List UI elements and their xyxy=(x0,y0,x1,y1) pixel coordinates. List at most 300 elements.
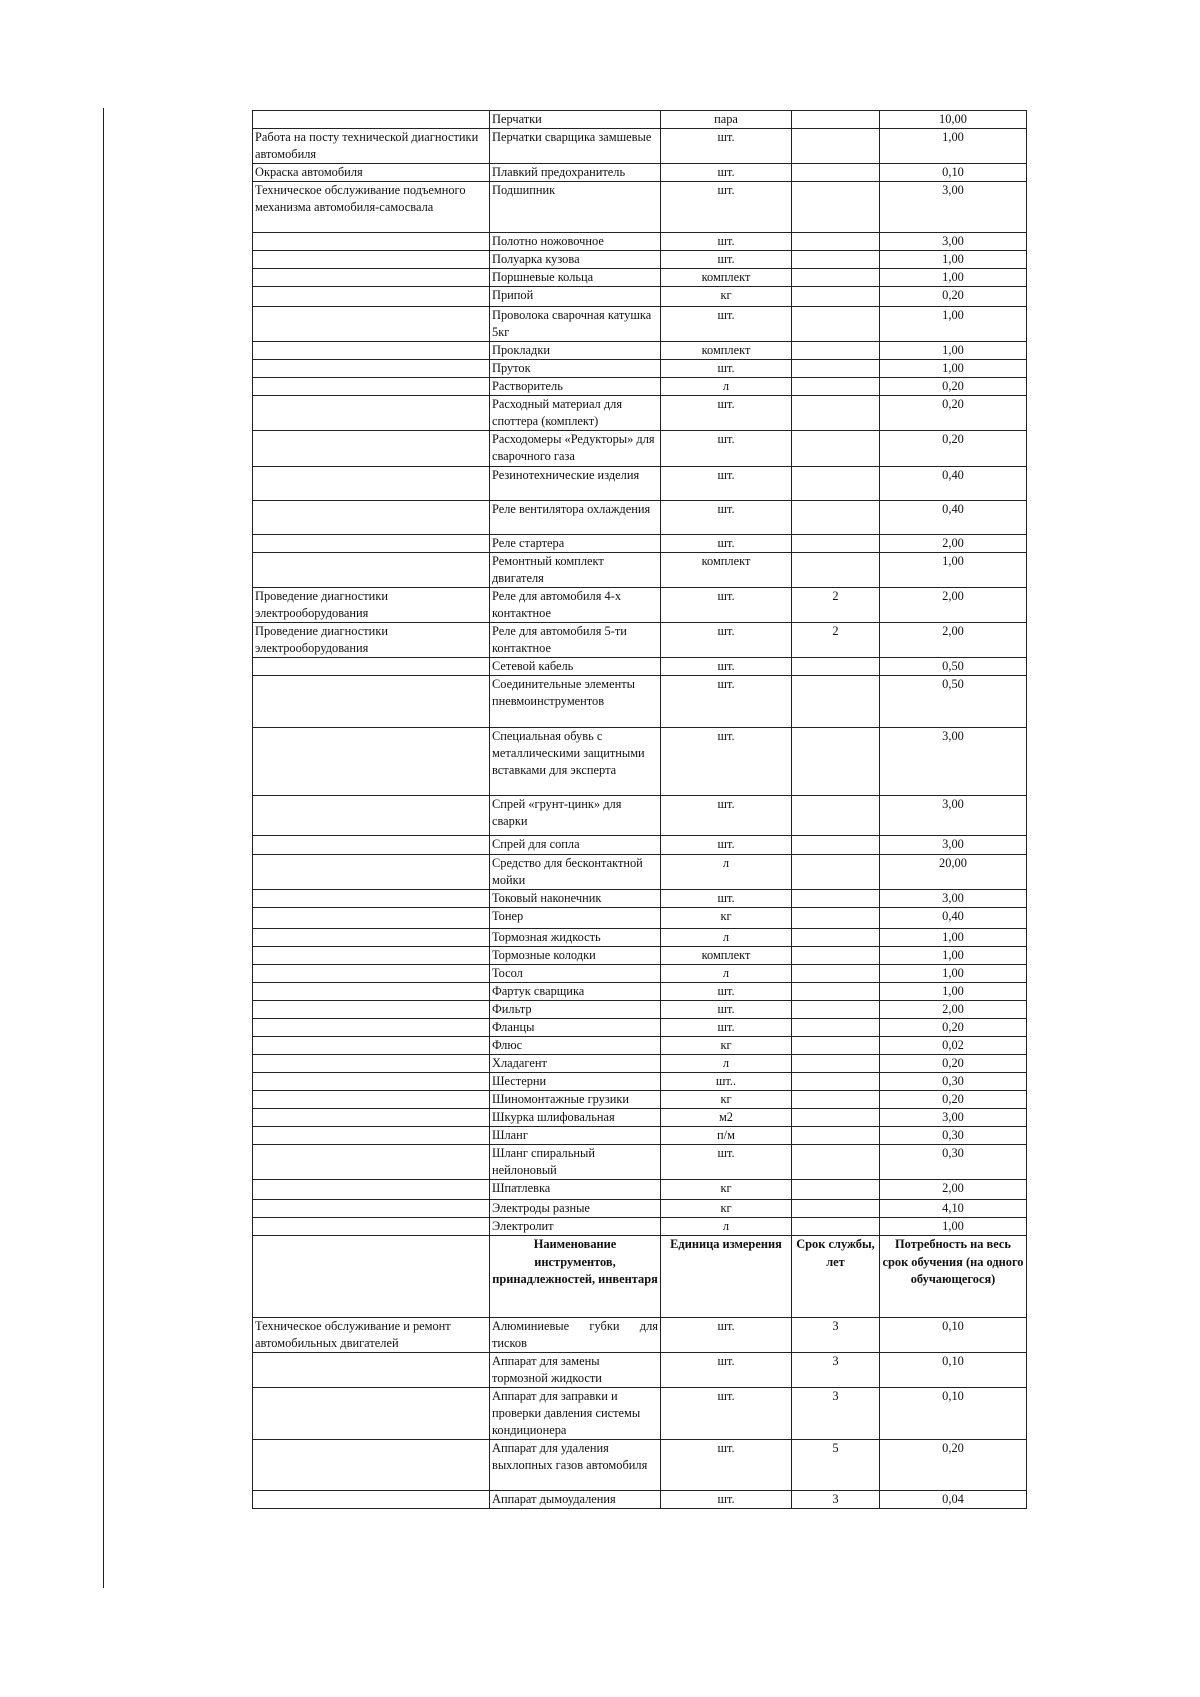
section-cell: Техническое обслуживание подъемного механизма автомобиля-самосвала xyxy=(253,182,490,233)
section-cell xyxy=(253,855,490,890)
unit-cell: шт. xyxy=(661,164,792,182)
material-row xyxy=(253,1218,1027,1236)
need-cell: 1,00 xyxy=(880,251,1027,269)
need-cell: 0,10 xyxy=(880,1318,1027,1353)
material-row xyxy=(253,307,1027,342)
term-cell xyxy=(792,1055,880,1073)
name-cell: Электролит xyxy=(490,1218,661,1236)
need-cell: 0,10 xyxy=(880,1388,1027,1440)
material-row xyxy=(253,501,1027,535)
section-cell xyxy=(253,728,490,796)
need-cell: 2,00 xyxy=(880,1001,1027,1019)
name-cell: Полуарка кузова xyxy=(490,251,661,269)
need-cell: 2,00 xyxy=(880,588,1027,623)
unit-cell: шт. xyxy=(661,501,792,535)
term-cell xyxy=(792,182,880,233)
unit-cell: шт. xyxy=(661,983,792,1001)
name-cell: Фильтр xyxy=(490,1001,661,1019)
header-name-cell: Наименование инструментов, принадлежностей, инвентаря xyxy=(490,1236,661,1318)
section-cell xyxy=(253,1218,490,1236)
term-cell xyxy=(792,947,880,965)
material-row xyxy=(253,1200,1027,1218)
unit-cell: л xyxy=(661,965,792,983)
header-term-cell: Срок службы, лет xyxy=(792,1236,880,1318)
material-row xyxy=(253,983,1027,1001)
unit-cell: кг xyxy=(661,1180,792,1200)
material-row xyxy=(253,111,1027,129)
tool-row xyxy=(253,1491,1027,1509)
material-row xyxy=(253,269,1027,287)
name-cell: Проволока сварочная катушка 5кг xyxy=(490,307,661,342)
unit-cell: шт. xyxy=(661,1145,792,1180)
name-cell: Флюс xyxy=(490,1037,661,1055)
need-cell: 1,00 xyxy=(880,360,1027,378)
need-cell: 1,00 xyxy=(880,1218,1027,1236)
need-cell: 0,20 xyxy=(880,431,1027,467)
material-row xyxy=(253,1145,1027,1180)
term-cell xyxy=(792,360,880,378)
material-row xyxy=(253,535,1027,553)
need-cell: 1,00 xyxy=(880,965,1027,983)
section-cell xyxy=(253,1019,490,1037)
term-cell xyxy=(792,233,880,251)
unit-cell: шт. xyxy=(661,836,792,855)
need-cell: 2,00 xyxy=(880,535,1027,553)
term-cell: 5 xyxy=(792,1440,880,1491)
unit-cell: шт. xyxy=(661,658,792,676)
material-row xyxy=(253,1019,1027,1037)
name-cell: Подшипник xyxy=(490,182,661,233)
section-cell xyxy=(253,431,490,467)
section-cell xyxy=(253,378,490,396)
term-cell xyxy=(792,307,880,342)
need-cell: 10,00 xyxy=(880,111,1027,129)
term-cell xyxy=(792,676,880,728)
name-cell: Аппарат для замены тормозной жидкости xyxy=(490,1353,661,1388)
need-cell: 3,00 xyxy=(880,728,1027,796)
term-cell: 3 xyxy=(792,1491,880,1509)
need-cell: 3,00 xyxy=(880,836,1027,855)
section-cell xyxy=(253,233,490,251)
need-cell: 0,10 xyxy=(880,1353,1027,1388)
material-row xyxy=(253,658,1027,676)
need-cell: 0,30 xyxy=(880,1127,1027,1145)
term-cell xyxy=(792,1019,880,1037)
term-cell xyxy=(792,111,880,129)
section-cell xyxy=(253,676,490,728)
material-row xyxy=(253,360,1027,378)
term-cell: 3 xyxy=(792,1318,880,1353)
material-row xyxy=(253,467,1027,501)
section-cell xyxy=(253,467,490,501)
material-row xyxy=(253,1055,1027,1073)
tool-row xyxy=(253,1440,1027,1491)
unit-cell: шт. xyxy=(661,360,792,378)
term-cell xyxy=(792,965,880,983)
unit-cell: шт. xyxy=(661,307,792,342)
name-cell: Шестерни xyxy=(490,1073,661,1091)
need-cell: 1,00 xyxy=(880,929,1027,947)
name-cell: Тонер xyxy=(490,908,661,929)
materials-table xyxy=(252,110,1027,1509)
section-cell xyxy=(253,1440,490,1491)
section-cell xyxy=(253,1180,490,1200)
name-cell: Спрей «грунт-цинк» для сварки xyxy=(490,796,661,836)
term-cell xyxy=(792,796,880,836)
unit-cell: шт. xyxy=(661,129,792,164)
need-cell: 1,00 xyxy=(880,269,1027,287)
term-cell xyxy=(792,396,880,431)
material-row xyxy=(253,965,1027,983)
term-cell xyxy=(792,728,880,796)
section-cell xyxy=(253,1388,490,1440)
material-row xyxy=(253,182,1027,233)
unit-cell: шт. xyxy=(661,431,792,467)
section-cell xyxy=(253,307,490,342)
term-cell xyxy=(792,983,880,1001)
term-cell xyxy=(792,269,880,287)
unit-cell: шт. xyxy=(661,233,792,251)
section-cell xyxy=(253,1491,490,1509)
name-cell: Расходный материал для споттера (комплект) xyxy=(490,396,661,431)
unit-cell: кг xyxy=(661,1200,792,1218)
unit-cell: шт.. xyxy=(661,1073,792,1091)
need-cell: 20,00 xyxy=(880,855,1027,890)
term-cell: 2 xyxy=(792,623,880,658)
term-cell xyxy=(792,431,880,467)
term-cell xyxy=(792,658,880,676)
section-cell xyxy=(253,396,490,431)
name-cell: Шпатлевка xyxy=(490,1180,661,1200)
section-cell xyxy=(253,1055,490,1073)
section-cell xyxy=(253,553,490,588)
unit-cell: л xyxy=(661,929,792,947)
name-cell: Ремонтный комплект двигателя xyxy=(490,553,661,588)
need-cell: 0,40 xyxy=(880,501,1027,535)
section-cell xyxy=(253,1353,490,1388)
unit-cell: л xyxy=(661,378,792,396)
unit-cell: кг xyxy=(661,908,792,929)
name-cell: Аппарат дымоудаления xyxy=(490,1491,661,1509)
need-cell: 1,00 xyxy=(880,129,1027,164)
material-row xyxy=(253,1180,1027,1200)
material-row xyxy=(253,796,1027,836)
name-cell: Аппарат для заправки и проверки давления системы кондиционера xyxy=(490,1388,661,1440)
section-cell xyxy=(253,1127,490,1145)
need-cell: 3,00 xyxy=(880,233,1027,251)
material-row xyxy=(253,342,1027,360)
section-cell xyxy=(253,796,490,836)
tool-row xyxy=(253,1318,1027,1353)
unit-cell: л xyxy=(661,1055,792,1073)
term-cell xyxy=(792,1091,880,1109)
unit-cell: кг xyxy=(661,1091,792,1109)
section-cell xyxy=(253,251,490,269)
unit-cell: л xyxy=(661,855,792,890)
need-cell: 0,02 xyxy=(880,1037,1027,1055)
name-cell: Резинотехнические изделия xyxy=(490,467,661,501)
material-row xyxy=(253,908,1027,929)
section-cell xyxy=(253,1037,490,1055)
unit-cell: шт. xyxy=(661,1318,792,1353)
need-cell: 0,50 xyxy=(880,658,1027,676)
name-cell: Расходомеры «Редукторы» для сварочного газа xyxy=(490,431,661,467)
term-cell xyxy=(792,1109,880,1127)
name-cell: Реле стартера xyxy=(490,535,661,553)
name-cell: Аппарат для удаления выхлопных газов автомобиля xyxy=(490,1440,661,1491)
section-cell xyxy=(253,983,490,1001)
name-cell: Перчатки xyxy=(490,111,661,129)
name-cell: Алюминиевые губки для тисков xyxy=(490,1318,661,1353)
unit-cell: шт. xyxy=(661,676,792,728)
section-cell xyxy=(253,342,490,360)
material-row xyxy=(253,553,1027,588)
section-cell xyxy=(253,908,490,929)
need-cell: 1,00 xyxy=(880,983,1027,1001)
header-unit-cell: Единица измерения xyxy=(661,1236,792,1318)
name-cell: Тормозная жидкость xyxy=(490,929,661,947)
unit-cell: шт. xyxy=(661,251,792,269)
term-cell xyxy=(792,1180,880,1200)
unit-cell: шт. xyxy=(661,1491,792,1509)
need-cell: 2,00 xyxy=(880,623,1027,658)
section-cell: Проведение диагностики электрооборудования xyxy=(253,623,490,658)
need-cell: 2,00 xyxy=(880,1180,1027,1200)
need-cell: 1,00 xyxy=(880,342,1027,360)
section-cell xyxy=(253,658,490,676)
name-cell: Сетевой кабель xyxy=(490,658,661,676)
tool-row xyxy=(253,1353,1027,1388)
unit-cell: шт. xyxy=(661,396,792,431)
term-cell xyxy=(792,129,880,164)
name-cell: Электроды разные xyxy=(490,1200,661,1218)
section-cell: Техническое обслуживание и ремонт автомобильных двигателей xyxy=(253,1318,490,1353)
term-cell xyxy=(792,164,880,182)
unit-cell: шт. xyxy=(661,796,792,836)
need-cell: 0,30 xyxy=(880,1145,1027,1180)
term-cell xyxy=(792,908,880,929)
section-cell xyxy=(253,111,490,129)
need-cell: 1,00 xyxy=(880,553,1027,588)
material-row xyxy=(253,1109,1027,1127)
material-row xyxy=(253,129,1027,164)
name-cell: Тосол xyxy=(490,965,661,983)
name-cell: Фартук сварщика xyxy=(490,983,661,1001)
material-row xyxy=(253,233,1027,251)
need-cell: 0,40 xyxy=(880,908,1027,929)
name-cell: Шланг спиральный нейлоновый xyxy=(490,1145,661,1180)
section-cell xyxy=(253,965,490,983)
material-row xyxy=(253,1091,1027,1109)
name-cell: Реле для автомобиля 4-х контактное xyxy=(490,588,661,623)
unit-cell: шт. xyxy=(661,1353,792,1388)
section-cell xyxy=(253,836,490,855)
section-cell xyxy=(253,360,490,378)
section-cell xyxy=(253,501,490,535)
term-cell: 3 xyxy=(792,1388,880,1440)
section-cell xyxy=(253,890,490,908)
tool-row xyxy=(253,1388,1027,1440)
name-cell: Хладагент xyxy=(490,1055,661,1073)
term-cell xyxy=(792,467,880,501)
material-row xyxy=(253,1073,1027,1091)
section-cell: Работа на посту технической диагностики автомобиля xyxy=(253,129,490,164)
unit-cell: шт. xyxy=(661,182,792,233)
unit-cell: комплект xyxy=(661,947,792,965)
name-cell: Соединительные элементы пневмоинструментов xyxy=(490,676,661,728)
unit-cell: шт. xyxy=(661,890,792,908)
term-cell xyxy=(792,287,880,307)
material-row xyxy=(253,676,1027,728)
name-cell: Пруток xyxy=(490,360,661,378)
need-cell: 1,00 xyxy=(880,947,1027,965)
term-cell xyxy=(792,342,880,360)
name-cell: Полотно ножовочное xyxy=(490,233,661,251)
term-cell xyxy=(792,1001,880,1019)
section-cell xyxy=(253,1091,490,1109)
name-cell: Токовый наконечник xyxy=(490,890,661,908)
term-cell: 2 xyxy=(792,588,880,623)
unit-cell: пара xyxy=(661,111,792,129)
name-cell: Фланцы xyxy=(490,1019,661,1037)
name-cell: Реле для автомобиля 5-ти контактное xyxy=(490,623,661,658)
term-cell xyxy=(792,836,880,855)
name-cell: Припой xyxy=(490,287,661,307)
need-cell: 0,30 xyxy=(880,1073,1027,1091)
section-cell xyxy=(253,269,490,287)
name-cell: Шланг xyxy=(490,1127,661,1145)
material-row xyxy=(253,431,1027,467)
material-row xyxy=(253,623,1027,658)
material-row xyxy=(253,164,1027,182)
material-row xyxy=(253,855,1027,890)
name-cell: Специальная обувь с металлическими защитными вставками для эксперта xyxy=(490,728,661,796)
unit-cell: шт. xyxy=(661,1001,792,1019)
term-cell xyxy=(792,1218,880,1236)
term-cell: 3 xyxy=(792,1353,880,1388)
material-row xyxy=(253,836,1027,855)
section-cell xyxy=(253,287,490,307)
term-cell xyxy=(792,1037,880,1055)
need-cell: 0,40 xyxy=(880,467,1027,501)
name-cell: Реле вентилятора охлаждения xyxy=(490,501,661,535)
unit-cell: кг xyxy=(661,287,792,307)
material-row xyxy=(253,588,1027,623)
unit-cell: п/м xyxy=(661,1127,792,1145)
term-cell xyxy=(792,535,880,553)
name-cell: Прокладки xyxy=(490,342,661,360)
section-cell: Окраска автомобиля xyxy=(253,164,490,182)
section-cell xyxy=(253,1145,490,1180)
section-cell xyxy=(253,1109,490,1127)
need-cell: 0,20 xyxy=(880,1055,1027,1073)
section-cell xyxy=(253,1200,490,1218)
need-cell: 0,20 xyxy=(880,1091,1027,1109)
term-cell xyxy=(792,1200,880,1218)
need-cell: 0,10 xyxy=(880,164,1027,182)
unit-cell: комплект xyxy=(661,342,792,360)
tools-header-row xyxy=(253,1236,1027,1318)
unit-cell: шт. xyxy=(661,1440,792,1491)
unit-cell: шт. xyxy=(661,467,792,501)
material-row xyxy=(253,1037,1027,1055)
need-cell: 0,20 xyxy=(880,1019,1027,1037)
section-cell: Проведение диагностики электрооборудования xyxy=(253,588,490,623)
term-cell xyxy=(792,890,880,908)
name-cell: Плавкий предохранитель xyxy=(490,164,661,182)
name-cell: Шиномонтажные грузики xyxy=(490,1091,661,1109)
material-row xyxy=(253,947,1027,965)
material-row xyxy=(253,396,1027,431)
unit-cell: кг xyxy=(661,1037,792,1055)
need-cell: 0,20 xyxy=(880,287,1027,307)
name-cell: Средство для бесконтактной мойки xyxy=(490,855,661,890)
need-cell: 0,20 xyxy=(880,396,1027,431)
term-cell xyxy=(792,501,880,535)
unit-cell: комплект xyxy=(661,269,792,287)
section-cell xyxy=(253,947,490,965)
term-cell xyxy=(792,1127,880,1145)
unit-cell: шт. xyxy=(661,1388,792,1440)
material-row xyxy=(253,287,1027,307)
need-cell: 0,50 xyxy=(880,676,1027,728)
unit-cell: шт. xyxy=(661,588,792,623)
need-cell: 0,20 xyxy=(880,1440,1027,1491)
material-row xyxy=(253,378,1027,396)
header-section-cell xyxy=(253,1236,490,1318)
section-cell xyxy=(253,1001,490,1019)
need-cell: 0,04 xyxy=(880,1491,1027,1509)
term-cell xyxy=(792,378,880,396)
left-margin-line xyxy=(103,108,104,1588)
material-row xyxy=(253,1001,1027,1019)
term-cell xyxy=(792,929,880,947)
need-cell: 4,10 xyxy=(880,1200,1027,1218)
name-cell: Поршневые кольца xyxy=(490,269,661,287)
need-cell: 0,20 xyxy=(880,378,1027,396)
name-cell: Растворитель xyxy=(490,378,661,396)
name-cell: Спрей для сопла xyxy=(490,836,661,855)
material-row xyxy=(253,1127,1027,1145)
term-cell xyxy=(792,553,880,588)
need-cell: 3,00 xyxy=(880,890,1027,908)
section-cell xyxy=(253,535,490,553)
name-cell: Шкурка шлифовальная xyxy=(490,1109,661,1127)
section-cell xyxy=(253,929,490,947)
material-row xyxy=(253,251,1027,269)
term-cell xyxy=(792,1145,880,1180)
term-cell xyxy=(792,855,880,890)
section-cell xyxy=(253,1073,490,1091)
material-row xyxy=(253,929,1027,947)
need-cell: 3,00 xyxy=(880,182,1027,233)
unit-cell: л xyxy=(661,1218,792,1236)
material-row xyxy=(253,890,1027,908)
material-row xyxy=(253,728,1027,796)
unit-cell: комплект xyxy=(661,553,792,588)
name-cell: Тормозные колодки xyxy=(490,947,661,965)
unit-cell: м2 xyxy=(661,1109,792,1127)
need-cell: 3,00 xyxy=(880,796,1027,836)
name-cell: Перчатки сварщика замшевые xyxy=(490,129,661,164)
need-cell: 3,00 xyxy=(880,1109,1027,1127)
unit-cell: шт. xyxy=(661,623,792,658)
unit-cell: шт. xyxy=(661,1019,792,1037)
term-cell xyxy=(792,1073,880,1091)
need-cell: 1,00 xyxy=(880,307,1027,342)
unit-cell: шт. xyxy=(661,535,792,553)
term-cell xyxy=(792,251,880,269)
